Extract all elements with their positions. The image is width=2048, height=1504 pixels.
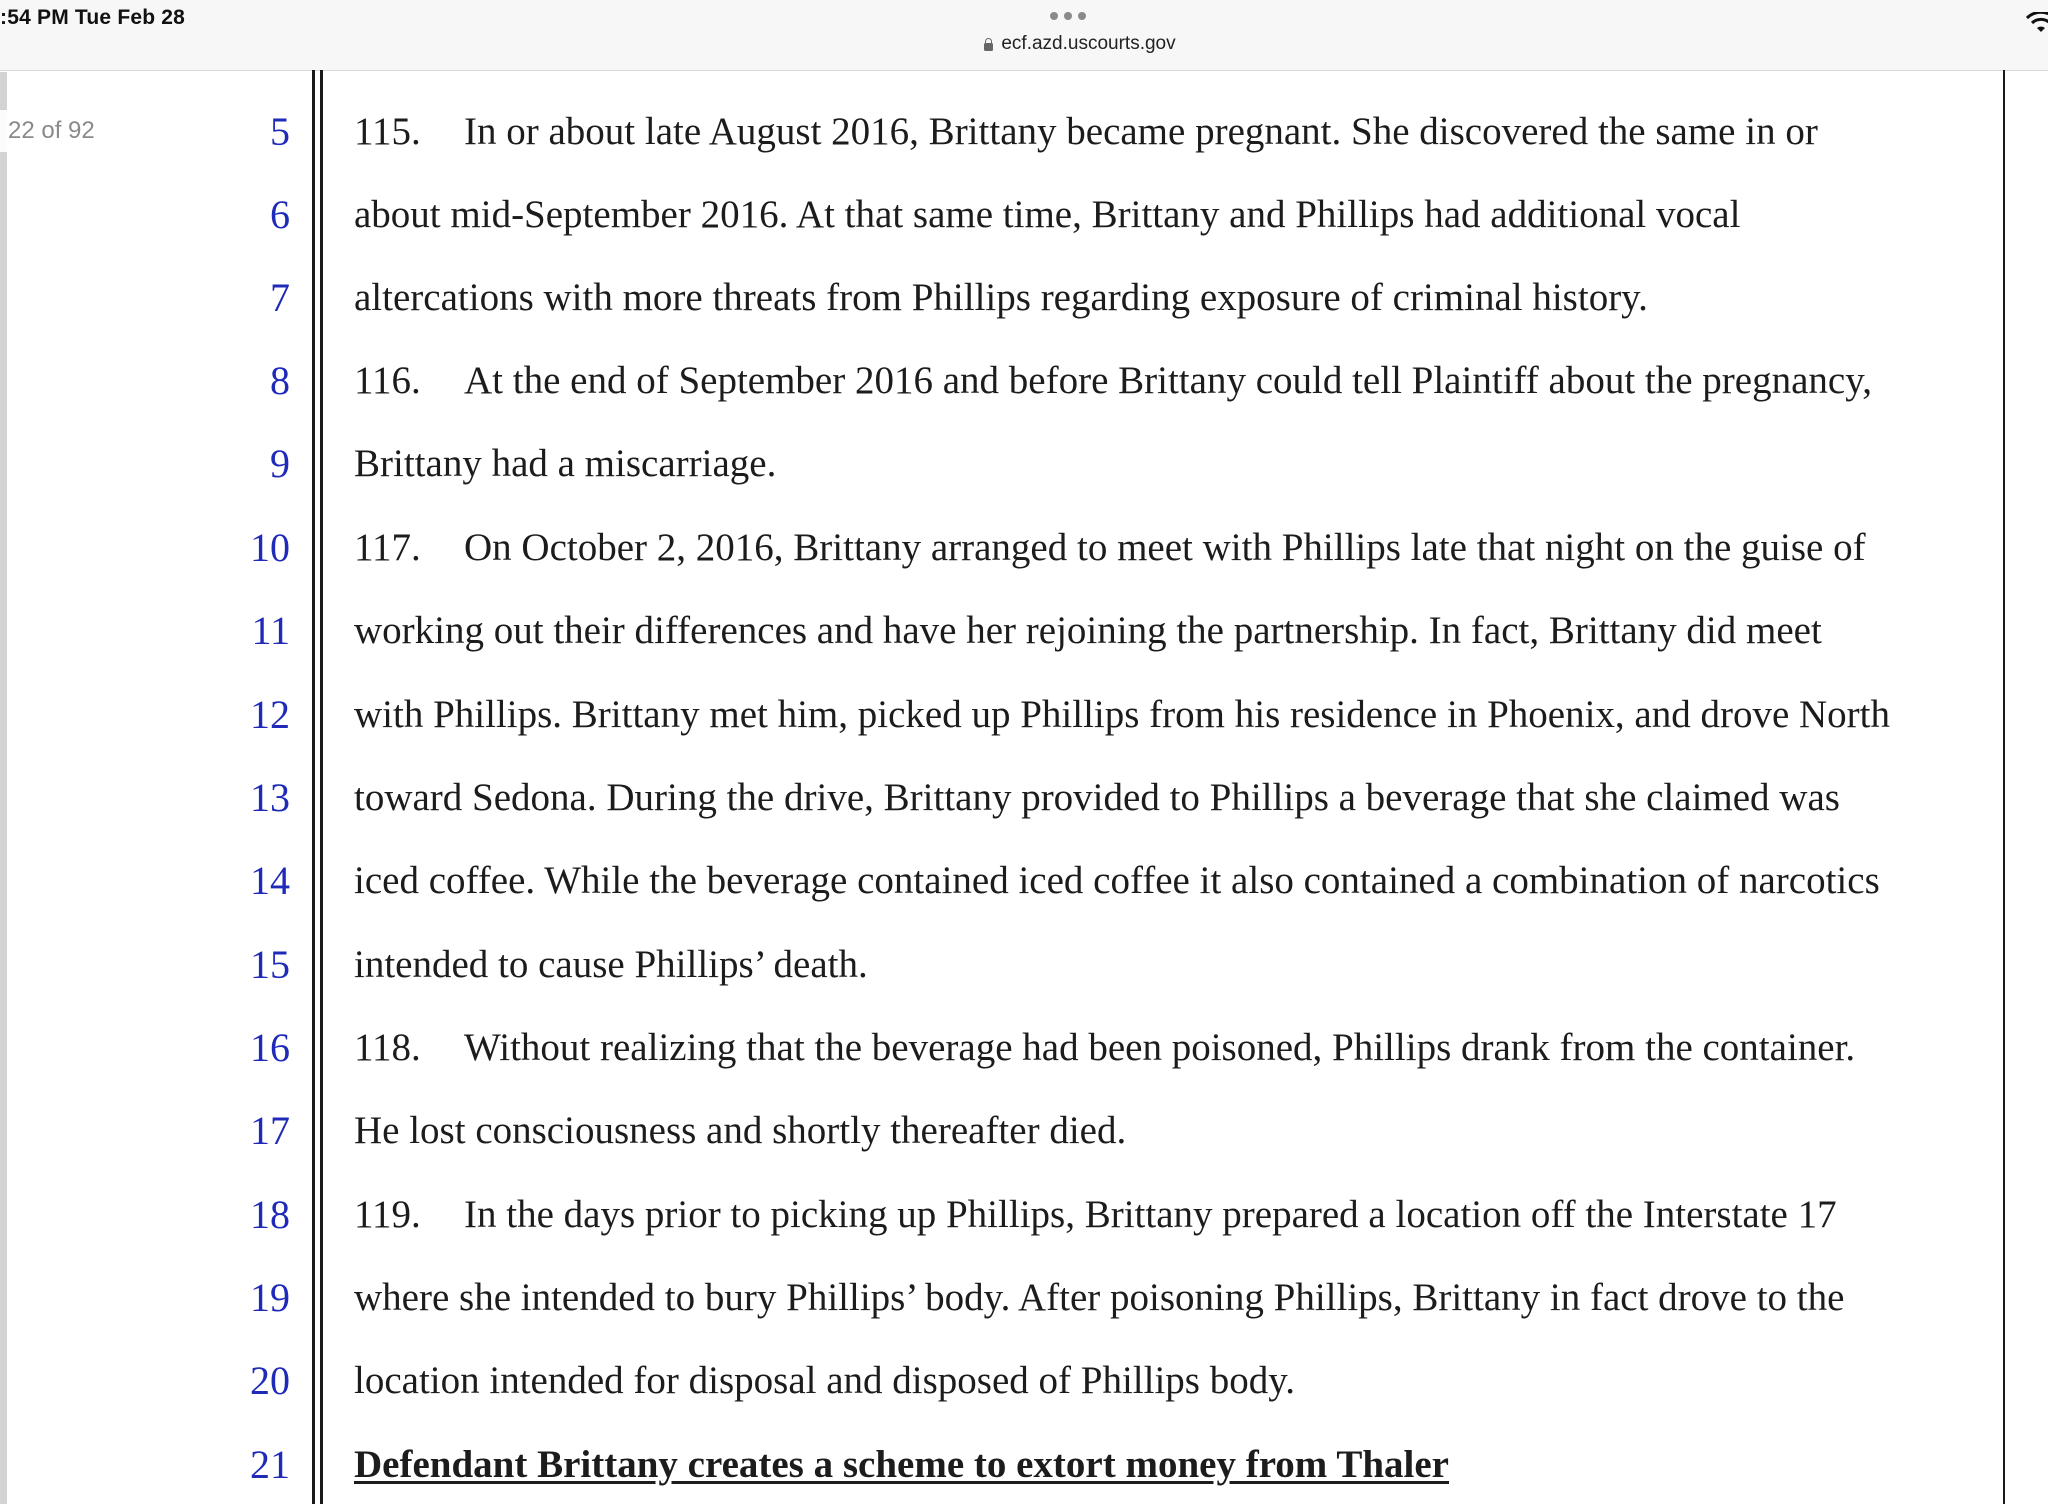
document-line — [354, 861, 1880, 900]
status-bar — [0, 0, 2048, 71]
line-number: 9 — [270, 441, 290, 486]
margin-rule-right — [2003, 70, 2005, 1504]
line-text: Brittany had a miscarriage. — [354, 442, 777, 485]
more-dots-icon[interactable] — [1050, 12, 1086, 20]
line-number: 14 — [250, 858, 290, 903]
page-scrubber[interactable] — [0, 72, 7, 1504]
line-number: 12 — [250, 692, 290, 737]
line-text: iced coffee. While the beverage contained iced coffee it also contained a combination of narcotics — [354, 859, 1880, 902]
document-line — [354, 112, 1818, 151]
line-number: 20 — [250, 1358, 290, 1403]
document-line — [354, 195, 1740, 234]
line-number: 6 — [270, 192, 290, 237]
line-text: toward Sedona. During the drive, Brittany provided to Phillips a beverage that she claimed was — [354, 776, 1840, 819]
document-line — [354, 1278, 1844, 1317]
line-text: Without realizing that the beverage had been poisoned, Phillips drank from the container. — [464, 1026, 1856, 1069]
line-number: 10 — [250, 525, 290, 570]
address-text: ecf.azd.uscourts.gov — [1001, 33, 1176, 54]
document-line — [354, 695, 1890, 734]
line-number: 7 — [270, 275, 290, 320]
line-text: On October 2, 2016, Brittany arranged to meet with Phillips late that night on the guise of — [464, 526, 1866, 569]
line-text: location intended for disposal and disposed of Phillips body. — [354, 1359, 1295, 1402]
document-line — [354, 1195, 1837, 1234]
address-bar[interactable] — [970, 33, 1190, 55]
document-line — [354, 778, 1840, 817]
status-time-date: :54 PM Tue Feb 28 — [0, 6, 186, 29]
line-text: working out their differences and have her rejoining the partnership. In fact, Brittany did meet — [354, 609, 1822, 652]
paragraph-number: 119. — [354, 1193, 421, 1236]
wifi-icon — [2026, 12, 2048, 32]
paragraph-number: 117. — [354, 526, 421, 569]
document-line — [354, 1361, 1295, 1400]
document-line — [354, 528, 1866, 567]
line-text: In or about late August 2016, Brittany became pregnant. She discovered the same in or — [464, 110, 1818, 153]
line-text: where she intended to bury Phillips’ body. After poisoning Phillips, Brittany in fact drove to the — [354, 1276, 1845, 1319]
line-number: 8 — [270, 358, 290, 403]
paragraph-number: 118. — [354, 1026, 421, 1069]
margin-rule-left-inner — [320, 70, 323, 1504]
line-number: 16 — [250, 1025, 290, 1070]
line-text: about mid-September 2016. At that same time, Brittany and Phillips had additional vocal — [354, 193, 1741, 236]
line-text: intended to cause Phillips’ death. — [354, 943, 868, 986]
paragraph-number: 116. — [354, 359, 421, 402]
document-line — [354, 611, 1822, 650]
line-number: 11 — [251, 608, 290, 653]
line-text: At the end of September 2016 and before Brittany could tell Plaintiff about the pregnancy, — [464, 359, 1872, 402]
line-text: with Phillips. Brittany met him, picked up Phillips from his residence in Phoenix, and drove North — [354, 693, 1891, 736]
line-text: In the days prior to picking up Phillips, Brittany prepared a location off the Interstate 17 — [464, 1193, 1837, 1236]
page-indicator: 22 of 92 — [0, 110, 108, 152]
line-number: 17 — [250, 1108, 290, 1153]
document-line — [354, 361, 1872, 400]
line-text: altercations with more threats from Phillips regarding exposure of criminal history. — [354, 276, 1648, 319]
document-line — [354, 444, 776, 483]
lock-icon — [984, 38, 993, 51]
line-number: 15 — [250, 942, 290, 987]
paragraph-number: 115. — [354, 110, 421, 153]
line-number: 13 — [250, 775, 290, 820]
line-number: 19 — [250, 1275, 290, 1320]
line-number: 5 — [270, 109, 290, 154]
line-number: 21 — [250, 1442, 290, 1487]
line-number: 18 — [250, 1192, 290, 1237]
line-text: He lost consciousness and shortly thereafter died. — [354, 1109, 1127, 1152]
margin-rule-left — [312, 70, 315, 1504]
section-heading: Defendant Brittany creates a scheme to extort money from Thaler — [354, 1443, 1449, 1486]
document-line — [354, 1111, 1126, 1150]
document-line — [354, 945, 868, 984]
document-line — [354, 278, 1648, 317]
document-line — [354, 1028, 1855, 1067]
